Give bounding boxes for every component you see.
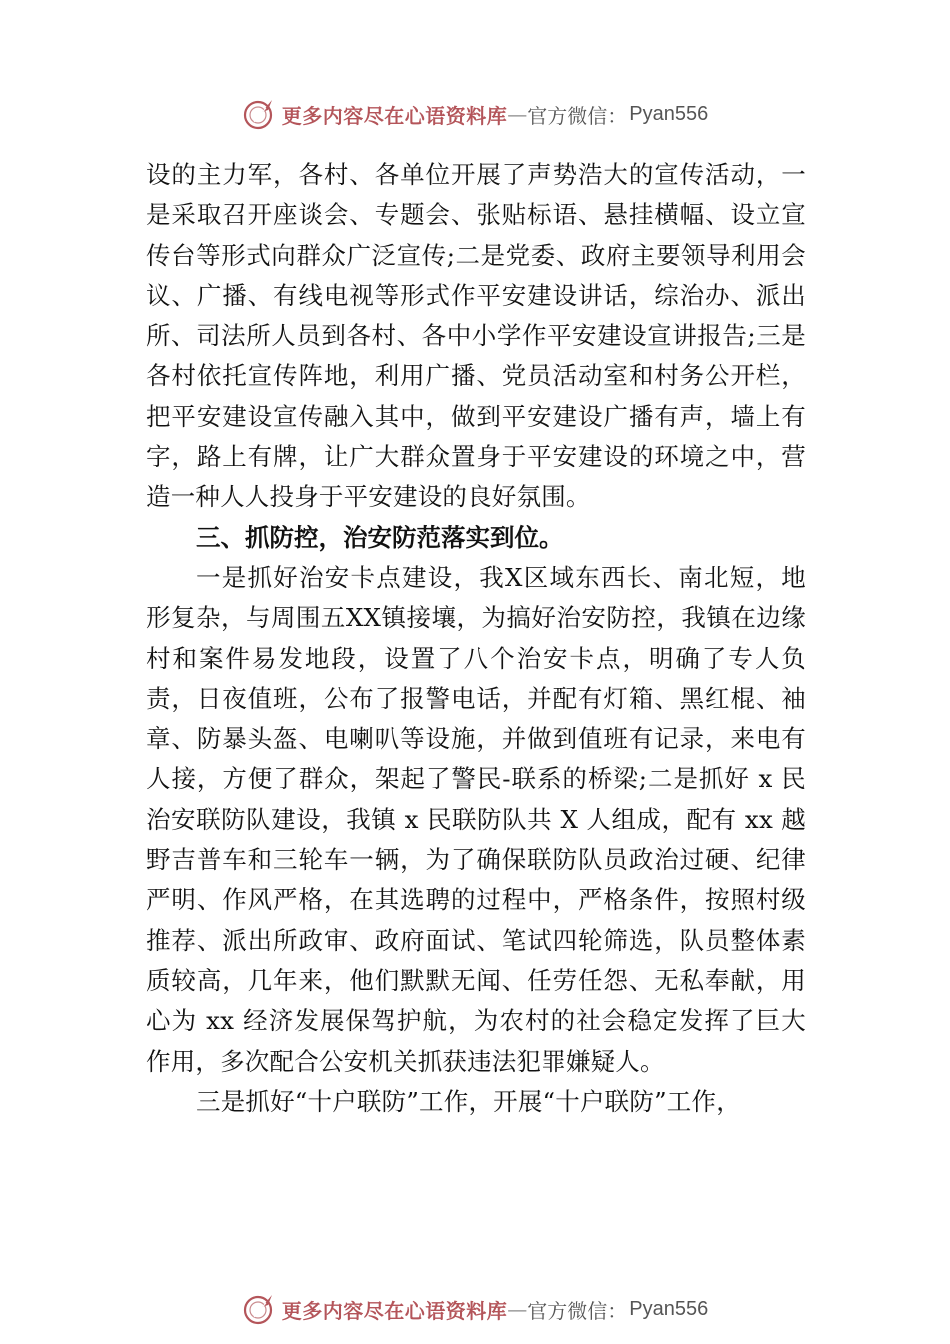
paragraph-ten-household: 三是抓好“十户联防”工作，开展“十户联防”工作， xyxy=(196,1086,741,1116)
banner-wechat-id: Pyan556 xyxy=(629,102,709,125)
banner-dash: — xyxy=(507,102,528,126)
section-heading-prevention: 三、抓防控，治安防范落实到位。 xyxy=(196,522,564,552)
document-body xyxy=(146,155,806,1122)
banner-brand-text: 更多内容尽在心语资料库 xyxy=(281,1298,508,1323)
paragraph-checkpoints: 一是抓好治安卡点建设，我X区域东西长、南北短，地形复杂，与周围五XX镇接壤，为搞好治安防控，我镇在边缘村和案件易发地段，设置了八个治安卡点，明确了专人负责，日夜值班，公布了报警电话，并配有灯箱、黑红棍、袖章、防暴头盔、电喇叭等设施，并做到值班有记录，来电有人接，方便了群众，架起了警民-联系的桥梁;二是抓好 x 民治安联防队建设，我镇 x 民联防队共 X 人组成，配有 xx 越野吉普车和三轮车一辆，为了确保联防队员政治过硬、纪律严明、作风严格，在其选聘的过程中，严格条件，按照村级推荐、派出所政审、政府面试、笔试四轮筛选，队员整体素质较高，几年来，他们默默无闻、任劳任怨、无私奉献，用心为 xx 经济发展保驾护航，为农村的社会稳定发挥了巨大作用，多次配合公安机关抓获违法犯罪嫌疑人。 xyxy=(146,562,806,1076)
quill-logo-icon xyxy=(242,1291,278,1327)
header-watermark-banner xyxy=(0,92,950,136)
footer-watermark-banner xyxy=(0,1287,950,1331)
quill-logo-icon xyxy=(242,96,278,132)
banner-wechat-label: 官方微信： xyxy=(527,103,628,128)
banner-wechat-label: 官方微信： xyxy=(527,1298,628,1323)
banner-brand-text: 更多内容尽在心语资料库 xyxy=(281,103,508,128)
banner-dash: — xyxy=(507,1297,528,1321)
paragraph-propaganda: 设的主力军，各村、各单位开展了声势浩大的宣传活动，一是采取召开座谈会、专题会、张贴标语、悬挂横幅、设立宣传台等形式向群众广泛宣传;二是党委、政府主要领导利用会议、广播、有线电视等形式作平安建设讲话，综治办、派出所、司法所人员到各村、各中小学作平安建设宣讲报告;三是各村依托宣传阵地，利用广播、党员活动室和村务公开栏，把平安建设宣传融入其中，做到平安建设广播有声，墙上有字，路上有牌，让广大群众置身于平安建设的环境之中，营造一种人人投身于平安建设的良好氛围。 xyxy=(146,160,806,512)
banner-wechat-id: Pyan556 xyxy=(629,1297,709,1320)
